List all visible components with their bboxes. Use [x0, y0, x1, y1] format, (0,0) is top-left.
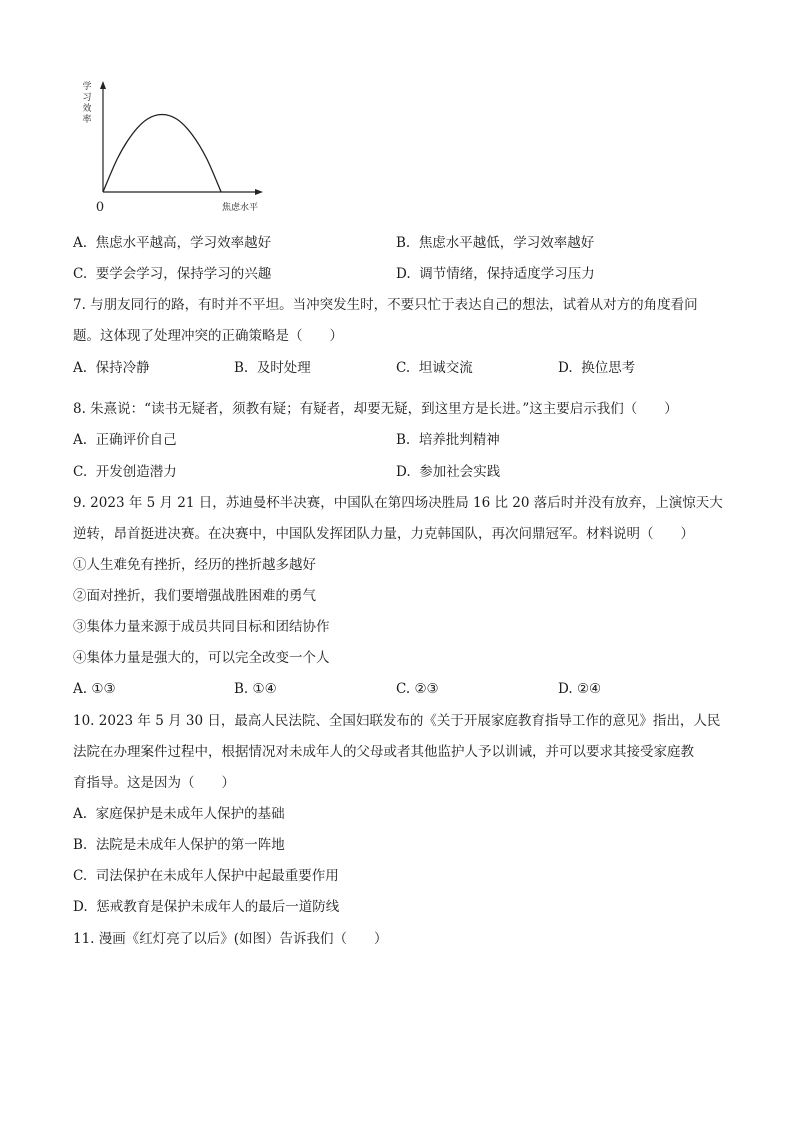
q8-option-c: C. 开发创造潜力	[73, 464, 177, 480]
q10-option-b: B. 法院是未成年人保护的第一阵地	[73, 837, 285, 853]
q9-stem-line-1: 9. 2023 年 5 月 21 日，苏迪曼杯半决赛，中国队在第四场决胜局 16 比 20 落后时并没有放弃，上演惊天大	[73, 495, 723, 511]
q9-option-a: A. ①③	[73, 681, 116, 697]
q6-option-a: A. 焦虑水平越高，学习效率越好	[73, 235, 272, 251]
q9-statement-4: ④集体力量是强大的，可以完全改变一个人	[73, 650, 330, 666]
q7-option-d: D. 换位思考	[558, 360, 636, 376]
q8-option-a: A. 正确评价自己	[73, 432, 177, 448]
y-axis-label-char: 效	[82, 104, 92, 114]
q10-stem-line-3: 育指导。这是因为（ ）	[73, 775, 235, 791]
q10-option-a: A. 家庭保护是未成年人保护的基础	[73, 806, 285, 822]
x-axis-label: 焦虑水平	[221, 203, 259, 213]
q7-option-c: C. 坦诚交流	[396, 360, 473, 376]
q6-option-d: D. 调节情绪，保持适度学习压力	[396, 266, 595, 282]
q10-stem-line-1: 10. 2023 年 5 月 30 日，最高人民法院、全国妇联发布的《关于开展家庭教育指导工作的意见》指出，人民	[73, 713, 721, 729]
y-axis-label-char: 率	[82, 115, 92, 125]
y-axis-arrow	[100, 81, 106, 89]
q7-stem-line-2: 题。这体现了处理冲突的正确策略是（ ）	[73, 328, 343, 344]
q9-option-d: D. ②④	[558, 681, 602, 697]
q9-statement-1: ①人生难免有挫折，经历的挫折越多越好	[73, 557, 316, 573]
q10-stem-line-2: 法院在办理案件过程中，根据情况对未成年人的父母或者其他监护人予以训诫，并可以要求其接受家庭教	[73, 744, 694, 760]
q11-stem-line-1: 11. 漫画《红灯亮了以后》(如图）告诉我们（ ）	[73, 931, 388, 947]
q7-stem-line-1: 7. 与朋友同行的路，有时并不平坦。当冲突发生时，不要只忙于表达自己的想法，试着从对方的角度看问	[73, 297, 698, 313]
q9-statement-2: ②面对挫折，我们要增强战胜困难的勇气	[73, 588, 316, 604]
q9-option-c: C. ②③	[396, 681, 439, 697]
origin-label: 0	[95, 200, 105, 215]
series-curve	[103, 114, 221, 192]
anxiety-efficiency-chart	[0, 0, 794, 230]
q10-option-c: C. 司法保护在未成年人保护中起最重要作用	[73, 868, 339, 884]
q9-statement-3: ③集体力量来源于成员共同目标和团结协作	[73, 619, 330, 635]
q9-stem-line-2: 逆转，昂首挺进决赛。在决赛中，中国队发挥团队力量，力克韩国队，再次问鼎冠军。材料说明（ ）	[73, 526, 694, 542]
q7-option-a: A. 保持冷静	[73, 360, 150, 376]
q9-option-b: B. ①④	[234, 681, 277, 697]
q8-option-b: B. 培养批判精神	[396, 432, 500, 448]
q8-stem-line-1: 8. 朱熹说：“读书无疑者，须教有疑；有疑者，却要无疑，到这里方是长进。”这主要启示我们（ ）	[73, 401, 678, 417]
q6-option-c: C. 要学会学习，保持学习的兴趣	[73, 266, 272, 282]
y-axis-label-char: 学	[82, 82, 92, 92]
q8-option-d: D. 参加社会实践	[396, 464, 501, 480]
q7-option-b: B. 及时处理	[234, 360, 311, 376]
q6-option-b: B. 焦虑水平越低，学习效率越好	[396, 235, 595, 251]
x-axis-arrow	[255, 189, 263, 195]
q10-option-d: D. 惩戒教育是保护未成年人的最后一道防线	[73, 899, 340, 915]
y-axis-label-char: 习	[82, 93, 92, 103]
